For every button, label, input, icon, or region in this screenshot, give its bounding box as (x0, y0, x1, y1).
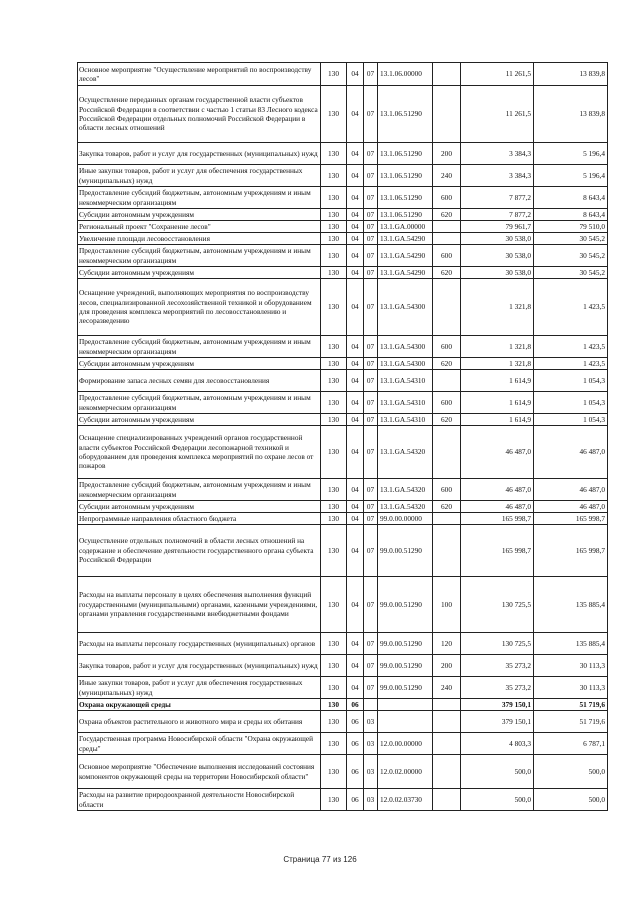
cell-admin-code: 130 (321, 755, 347, 789)
cell-section: 04 (347, 426, 364, 479)
cell-amount-year-2: 13 839,8 (534, 86, 608, 143)
cell-name: Формирование запаса лесных семян для лесовосстановления (78, 370, 321, 392)
cell-section: 06 (347, 699, 364, 711)
cell-target-article: 13.1.06.51290 (378, 143, 433, 165)
table-row (78, 187, 608, 209)
cell-target-article: 13.1.06.51290 (378, 165, 433, 187)
cell-subsection: 03 (364, 789, 378, 811)
table-row (78, 577, 608, 633)
cell-name: Субсидии автономным учреждениям (78, 209, 321, 221)
table-row (78, 733, 608, 755)
cell-subsection: 07 (364, 267, 378, 279)
cell-expense-type: 620 (433, 414, 461, 426)
table-row (78, 392, 608, 414)
cell-expense-type (433, 426, 461, 479)
cell-amount-year-1: 35 273,2 (461, 655, 534, 677)
cell-target-article: 99.0.00.00000 (378, 513, 433, 525)
cell-section: 04 (347, 414, 364, 426)
cell-subsection (364, 699, 378, 711)
cell-expense-type (433, 370, 461, 392)
cell-target-article: 13.1.GA.54300 (378, 336, 433, 358)
cell-amount-year-2: 8 643,4 (534, 187, 608, 209)
cell-subsection: 07 (364, 233, 378, 245)
cell-section: 06 (347, 733, 364, 755)
cell-amount-year-1: 3 384,3 (461, 165, 534, 187)
cell-expense-type (433, 699, 461, 711)
cell-amount-year-1: 165 998,7 (461, 513, 534, 525)
cell-subsection: 07 (364, 501, 378, 513)
cell-amount-year-2: 30 545,2 (534, 233, 608, 245)
cell-amount-year-2: 165 998,7 (534, 513, 608, 525)
cell-amount-year-1: 11 261,5 (461, 63, 534, 86)
cell-target-article: 12.0.02.03730 (378, 789, 433, 811)
cell-admin-code: 130 (321, 221, 347, 233)
cell-name: Субсидии автономным учреждениям (78, 501, 321, 513)
cell-section: 04 (347, 233, 364, 245)
cell-subsection: 07 (364, 86, 378, 143)
table-row (78, 655, 608, 677)
cell-expense-type: 620 (433, 209, 461, 221)
cell-subsection: 03 (364, 755, 378, 789)
cell-amount-year-2: 165 998,7 (534, 525, 608, 577)
cell-name: Предоставление субсидий бюджетным, автономным учреждениям и иным некоммерческим организациям (78, 245, 321, 267)
cell-admin-code: 130 (321, 733, 347, 755)
cell-name: Увеличение площади лесовосстановления (78, 233, 321, 245)
table-row (78, 633, 608, 655)
cell-name: Основное мероприятие "Осуществление мероприятий по воспроизводству лесов" (78, 63, 321, 86)
cell-subsection: 07 (364, 577, 378, 633)
cell-expense-type: 200 (433, 655, 461, 677)
cell-name: Региональный проект "Сохранение лесов" (78, 221, 321, 233)
cell-amount-year-2: 1 423,5 (534, 279, 608, 336)
cell-amount-year-2: 30 113,3 (534, 677, 608, 699)
cell-expense-type (433, 711, 461, 733)
table-row (78, 86, 608, 143)
cell-target-article: 13.1.GA.54310 (378, 370, 433, 392)
cell-amount-year-1: 165 998,7 (461, 525, 534, 577)
cell-expense-type (433, 733, 461, 755)
cell-target-article (378, 711, 433, 733)
cell-expense-type: 600 (433, 245, 461, 267)
cell-section: 04 (347, 209, 364, 221)
cell-admin-code: 130 (321, 677, 347, 699)
cell-name: Предоставление субсидий бюджетным, автономным учреждениям и иным некоммерческим организациям (78, 479, 321, 501)
cell-admin-code: 130 (321, 63, 347, 86)
cell-amount-year-1: 79 961,7 (461, 221, 534, 233)
cell-amount-year-1: 35 273,2 (461, 677, 534, 699)
cell-admin-code: 130 (321, 789, 347, 811)
cell-name: Осуществление отдельных полномочий в области лесных отношений на содержание и обеспечение деятельности государственного органа субъекта Российской Федерации (78, 525, 321, 577)
cell-admin-code: 130 (321, 279, 347, 336)
cell-target-article: 13.1.GA.54320 (378, 426, 433, 479)
cell-name: Предоставление субсидий бюджетным, автономным учреждениям и иным некоммерческим организациям (78, 336, 321, 358)
cell-admin-code: 130 (321, 501, 347, 513)
cell-target-article: 99.0.00.51290 (378, 577, 433, 633)
cell-amount-year-2: 1 054,3 (534, 392, 608, 414)
cell-expense-type: 200 (433, 143, 461, 165)
cell-amount-year-2: 30 545,2 (534, 245, 608, 267)
cell-subsection: 03 (364, 733, 378, 755)
cell-amount-year-2: 1 054,3 (534, 370, 608, 392)
cell-amount-year-2: 51 719,6 (534, 711, 608, 733)
table-row (78, 501, 608, 513)
cell-target-article: 13.1.GA.54290 (378, 245, 433, 267)
table-row (78, 358, 608, 370)
cell-admin-code: 130 (321, 86, 347, 143)
cell-subsection: 07 (364, 513, 378, 525)
cell-admin-code: 130 (321, 633, 347, 655)
table-row (78, 711, 608, 733)
table-row (78, 165, 608, 187)
cell-amount-year-2: 79 510,0 (534, 221, 608, 233)
cell-name: Субсидии автономным учреждениям (78, 267, 321, 279)
budget-table-page (77, 62, 607, 811)
cell-target-article: 12.0.00.00000 (378, 733, 433, 755)
cell-admin-code: 130 (321, 165, 347, 187)
cell-admin-code: 130 (321, 525, 347, 577)
cell-target-article: 99.0.00.51290 (378, 525, 433, 577)
cell-expense-type: 600 (433, 336, 461, 358)
cell-admin-code: 130 (321, 426, 347, 479)
cell-section: 04 (347, 358, 364, 370)
cell-amount-year-1: 130 725,5 (461, 577, 534, 633)
table-row (78, 209, 608, 221)
cell-section: 04 (347, 577, 364, 633)
cell-admin-code: 130 (321, 577, 347, 633)
cell-amount-year-2: 30 545,2 (534, 267, 608, 279)
cell-admin-code: 130 (321, 187, 347, 209)
cell-subsection: 07 (364, 245, 378, 267)
cell-amount-year-1: 30 538,0 (461, 233, 534, 245)
cell-section: 04 (347, 267, 364, 279)
cell-subsection: 07 (364, 221, 378, 233)
cell-name: Охрана окружающей среды (78, 699, 321, 711)
cell-amount-year-2: 135 885,4 (534, 633, 608, 655)
cell-expense-type: 620 (433, 501, 461, 513)
cell-subsection: 07 (364, 392, 378, 414)
cell-admin-code: 130 (321, 711, 347, 733)
cell-target-article: 99.0.00.51290 (378, 655, 433, 677)
table-row (78, 63, 608, 86)
cell-subsection: 07 (364, 414, 378, 426)
cell-target-article (378, 699, 433, 711)
cell-expense-type: 240 (433, 677, 461, 699)
cell-name: Закупка товаров, работ и услуг для государственных (муниципальных) нужд (78, 655, 321, 677)
cell-admin-code: 130 (321, 513, 347, 525)
cell-admin-code: 130 (321, 358, 347, 370)
cell-target-article: 13.1.GA.54290 (378, 267, 433, 279)
cell-amount-year-1: 1 614,9 (461, 392, 534, 414)
cell-amount-year-1: 7 877,2 (461, 209, 534, 221)
cell-name: Основное мероприятие "Обеспечение выполнения исследований состояния компонентов окружающей среды на территории Новосибирской области" (78, 755, 321, 789)
cell-target-article: 13.1.06.51290 (378, 86, 433, 143)
cell-name: Непрограммные направления областного бюджета (78, 513, 321, 525)
cell-amount-year-2: 1 423,5 (534, 336, 608, 358)
cell-name: Субсидии автономным учреждениям (78, 414, 321, 426)
cell-expense-type: 100 (433, 577, 461, 633)
table-row (78, 755, 608, 789)
cell-section: 04 (347, 655, 364, 677)
table-row (78, 789, 608, 811)
cell-section: 04 (347, 513, 364, 525)
cell-section: 06 (347, 789, 364, 811)
cell-target-article: 13.1.06.51290 (378, 187, 433, 209)
table-row (78, 479, 608, 501)
cell-subsection: 07 (364, 677, 378, 699)
cell-amount-year-1: 3 384,3 (461, 143, 534, 165)
cell-subsection: 07 (364, 655, 378, 677)
table-row (78, 221, 608, 233)
cell-amount-year-2: 135 885,4 (534, 577, 608, 633)
cell-target-article: 12.0.02.00000 (378, 755, 433, 789)
cell-amount-year-1: 1 321,8 (461, 358, 534, 370)
cell-admin-code: 130 (321, 267, 347, 279)
cell-section: 06 (347, 755, 364, 789)
budget-table (77, 62, 608, 811)
cell-expense-type (433, 789, 461, 811)
cell-target-article: 99.0.00.51290 (378, 633, 433, 655)
cell-subsection: 07 (364, 479, 378, 501)
cell-admin-code: 130 (321, 392, 347, 414)
cell-subsection: 07 (364, 426, 378, 479)
cell-admin-code: 130 (321, 245, 347, 267)
cell-amount-year-1: 46 487,0 (461, 426, 534, 479)
cell-name: Закупка товаров, работ и услуг для государственных (муниципальных) нужд (78, 143, 321, 165)
cell-section: 04 (347, 63, 364, 86)
cell-name: Охрана объектов растительного и животного мира и среды их обитания (78, 711, 321, 733)
table-row (78, 279, 608, 336)
cell-expense-type (433, 86, 461, 143)
cell-amount-year-1: 46 487,0 (461, 479, 534, 501)
table-row (78, 370, 608, 392)
page-footer: Страница 77 из 126 (283, 855, 357, 864)
cell-name: Расходы на развитие природоохранной деятельности Новосибирской области (78, 789, 321, 811)
table-row (78, 267, 608, 279)
cell-expense-type: 600 (433, 479, 461, 501)
cell-amount-year-1: 11 261,5 (461, 86, 534, 143)
cell-expense-type (433, 513, 461, 525)
cell-amount-year-2: 500,0 (534, 755, 608, 789)
cell-section: 04 (347, 525, 364, 577)
cell-amount-year-1: 7 877,2 (461, 187, 534, 209)
cell-expense-type: 600 (433, 187, 461, 209)
cell-name: Предоставление субсидий бюджетным, автономным учреждениям и иным некоммерческим организациям (78, 392, 321, 414)
cell-amount-year-1: 1 321,8 (461, 279, 534, 336)
cell-name: Осуществление переданных органам государственной власти субъектов Российской Федерации в соответствии с частью 1 статьи 83 Лесного кодекса Российской Федерации отдельных полномочий Российской Федерации в области лесных отношений (78, 86, 321, 143)
table-row (78, 414, 608, 426)
cell-subsection: 07 (364, 209, 378, 221)
cell-section: 04 (347, 187, 364, 209)
cell-expense-type (433, 755, 461, 789)
cell-section: 04 (347, 279, 364, 336)
cell-section: 04 (347, 677, 364, 699)
cell-amount-year-2: 13 839,8 (534, 63, 608, 86)
cell-amount-year-1: 1 614,9 (461, 414, 534, 426)
cell-target-article: 13.1.GA.54290 (378, 233, 433, 245)
cell-amount-year-1: 46 487,0 (461, 501, 534, 513)
cell-section: 04 (347, 86, 364, 143)
cell-subsection: 07 (364, 63, 378, 86)
cell-expense-type (433, 221, 461, 233)
cell-section: 04 (347, 336, 364, 358)
cell-target-article: 13.1.GA.54310 (378, 392, 433, 414)
cell-amount-year-1: 4 803,3 (461, 733, 534, 755)
cell-section: 04 (347, 165, 364, 187)
cell-name: Расходы на выплаты персоналу в целях обеспечения выполнения функций государственными (муниципальными) органами, казенными учреждениями, органами управления государственными внебюджетными фондами (78, 577, 321, 633)
cell-section: 04 (347, 370, 364, 392)
table-row (78, 143, 608, 165)
table-row (78, 677, 608, 699)
cell-name: Оснащение специализированных учреждений органов государственной власти субъектов Российской Федерации лесопожарной техникой и оборудованием для проведения комплекса мероприятий по охране лесов от пожаров (78, 426, 321, 479)
cell-expense-type (433, 63, 461, 86)
cell-subsection: 07 (364, 336, 378, 358)
cell-amount-year-2: 46 487,0 (534, 501, 608, 513)
cell-subsection: 07 (364, 358, 378, 370)
cell-amount-year-1: 379 150,1 (461, 711, 534, 733)
cell-target-article: 13.1.GA.54300 (378, 279, 433, 336)
cell-name: Иные закупки товаров, работ и услуг для обеспечения государственных (муниципальных) нужд (78, 677, 321, 699)
cell-name: Расходы на выплаты персоналу государственных (муниципальных) органов (78, 633, 321, 655)
cell-subsection: 07 (364, 279, 378, 336)
cell-admin-code: 130 (321, 479, 347, 501)
cell-amount-year-2: 6 787,1 (534, 733, 608, 755)
cell-target-article: 13.1.GA.54300 (378, 358, 433, 370)
cell-amount-year-2: 5 196,4 (534, 165, 608, 187)
cell-name: Субсидии автономным учреждениям (78, 358, 321, 370)
cell-admin-code: 130 (321, 143, 347, 165)
table-row (78, 513, 608, 525)
cell-subsection: 07 (364, 143, 378, 165)
cell-subsection: 07 (364, 187, 378, 209)
cell-amount-year-1: 379 150,1 (461, 699, 534, 711)
cell-section: 04 (347, 221, 364, 233)
cell-expense-type: 600 (433, 392, 461, 414)
cell-section: 04 (347, 479, 364, 501)
cell-name: Иные закупки товаров, работ и услуг для обеспечения государственных (муниципальных) нужд (78, 165, 321, 187)
cell-section: 04 (347, 633, 364, 655)
cell-amount-year-2: 5 196,4 (534, 143, 608, 165)
cell-amount-year-1: 30 538,0 (461, 245, 534, 267)
cell-expense-type (433, 233, 461, 245)
cell-admin-code: 130 (321, 414, 347, 426)
cell-expense-type: 240 (433, 165, 461, 187)
cell-admin-code: 130 (321, 336, 347, 358)
cell-subsection: 07 (364, 525, 378, 577)
cell-section: 04 (347, 392, 364, 414)
cell-amount-year-1: 1 321,8 (461, 336, 534, 358)
cell-expense-type: 620 (433, 267, 461, 279)
cell-amount-year-1: 130 725,5 (461, 633, 534, 655)
cell-amount-year-1: 500,0 (461, 789, 534, 811)
cell-amount-year-2: 1 054,3 (534, 414, 608, 426)
budget-table-body (78, 63, 608, 811)
cell-subsection: 07 (364, 370, 378, 392)
cell-amount-year-1: 30 538,0 (461, 267, 534, 279)
cell-name: Оснащение учреждений, выполняющих мероприятия по воспроизводству лесов, специализированной лесохозяйственной техникой и оборудованием для проведения комплекса мероприятий по лесовосстановлению и лесоразведению (78, 279, 321, 336)
cell-subsection: 07 (364, 165, 378, 187)
cell-target-article: 13.1.06.51290 (378, 209, 433, 221)
cell-amount-year-1: 500,0 (461, 755, 534, 789)
table-row (78, 699, 608, 711)
cell-subsection: 03 (364, 711, 378, 733)
cell-amount-year-2: 51 719,6 (534, 699, 608, 711)
table-row (78, 336, 608, 358)
cell-amount-year-1: 1 614,9 (461, 370, 534, 392)
cell-target-article: 13.1.GA.54310 (378, 414, 433, 426)
cell-expense-type (433, 525, 461, 577)
cell-name: Государственная программа Новосибирской области "Охрана окружающей среды" (78, 733, 321, 755)
table-row (78, 233, 608, 245)
cell-admin-code: 130 (321, 209, 347, 221)
cell-expense-type: 120 (433, 633, 461, 655)
table-row (78, 525, 608, 577)
cell-section: 04 (347, 501, 364, 513)
cell-section: 04 (347, 143, 364, 165)
cell-name: Предоставление субсидий бюджетным, автономным учреждениям и иным некоммерческим организациям (78, 187, 321, 209)
cell-expense-type (433, 279, 461, 336)
cell-amount-year-2: 8 643,4 (534, 209, 608, 221)
cell-admin-code: 130 (321, 699, 347, 711)
table-row (78, 245, 608, 267)
cell-amount-year-2: 1 423,5 (534, 358, 608, 370)
cell-admin-code: 130 (321, 655, 347, 677)
cell-amount-year-2: 46 487,0 (534, 426, 608, 479)
cell-target-article: 13.1.GA.00000 (378, 221, 433, 233)
cell-expense-type: 620 (433, 358, 461, 370)
cell-amount-year-2: 46 487,0 (534, 479, 608, 501)
cell-amount-year-2: 500,0 (534, 789, 608, 811)
cell-section: 04 (347, 245, 364, 267)
cell-amount-year-2: 30 113,3 (534, 655, 608, 677)
cell-target-article: 13.1.GA.54320 (378, 479, 433, 501)
cell-subsection: 07 (364, 633, 378, 655)
cell-admin-code: 130 (321, 233, 347, 245)
cell-section: 06 (347, 711, 364, 733)
cell-target-article: 13.1.GA.54320 (378, 501, 433, 513)
cell-target-article: 13.1.06.00000 (378, 63, 433, 86)
table-row (78, 426, 608, 479)
cell-target-article: 99.0.00.51290 (378, 677, 433, 699)
cell-admin-code: 130 (321, 370, 347, 392)
